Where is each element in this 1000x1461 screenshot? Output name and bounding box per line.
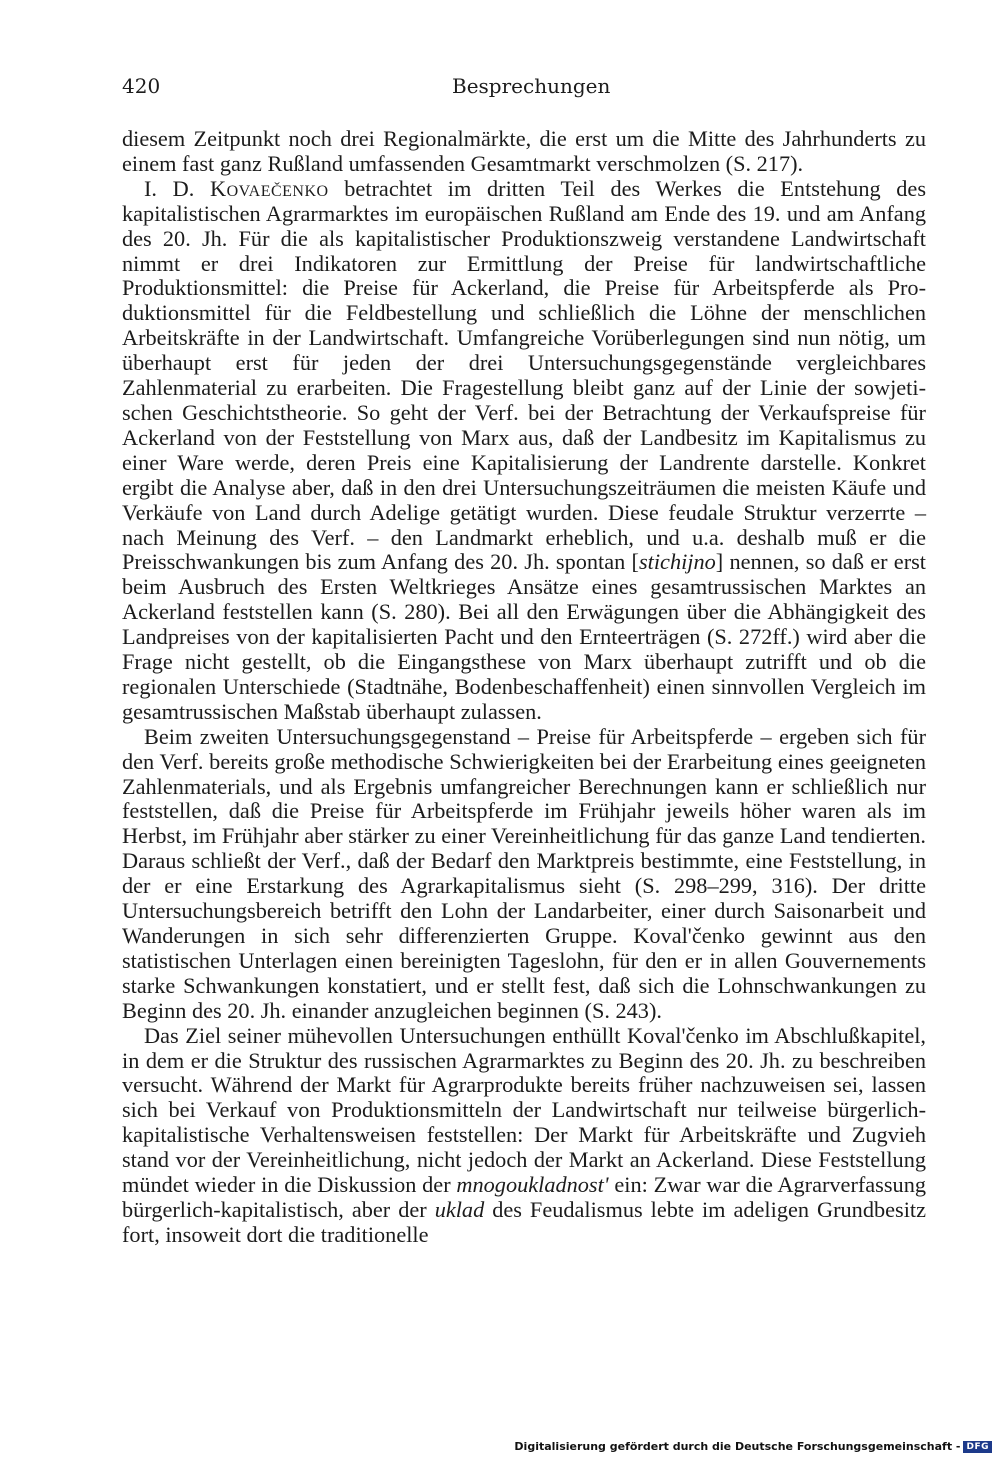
text-run: Das Ziel seiner mühevollen Untersuchungen enthüllt Koval'čenko im Abschlußkapitel, in dem er die Struktur des russischen Agrarmarktes zu Beginn des 20. Jh. zu beschreiben versucht. Während der Markt für Agrarprodukte bereits früher nachzuweisen sei, lassen sich bei Verkauf von Produktionsmitteln der Landwirtschaft nur teilweise bürgerlich-kapitalistische Verhaltensweisen feststellen: Der Markt für Arbeitskräfte und Zugvieh stand vor der Vereinheitlichung, nicht jedoch der Markt an Ackerland. Diese Feststellung mündet wieder in die Diskussion der xyxy=(122,1022,926,1198)
paragraph xyxy=(122,177,926,725)
text-run: I. D. xyxy=(144,175,210,201)
running-head: Besprechungen xyxy=(452,74,611,98)
text-run: ein: Zwar war die Agrarverfassung bürgerlich-kapitalistisch, aber der xyxy=(122,1172,926,1222)
italic-term: stichijno xyxy=(638,549,716,575)
italic-term: mnogoukladnost' xyxy=(456,1172,609,1198)
italic-term: uklad xyxy=(434,1196,485,1222)
paragraph xyxy=(122,725,926,1024)
article-body xyxy=(122,127,926,1248)
author-name: Kovaečenko xyxy=(210,175,329,201)
page-header xyxy=(122,74,926,104)
paragraph xyxy=(122,1024,926,1248)
text-run: diesem Zeitpunkt noch drei Regionalmärkte, die erst um die Mitte des Jahrhunderts zu einem fast ganz Rußland umfassenden Gesamtmarkt verschmolzen (S. 217). xyxy=(122,126,926,176)
text-run: ] nennen, so daß er erst beim Ausbruch des Ersten Weltkrieges Ansätze eines gesamtrussischen Marktes an Ackerland feststellen kann (S. 280). Bei all den Erwägungen über die Abhängigkeit des Landpreises von der kapitalisierten Pacht und den Ernteerträgen (S. 272ff.) wird aber die Frage nicht gestellt, ob die Eingangsthese von Marx überhaupt zutrifft und ob die regionalen Unterschiede (Stadtnähe, Bodenbeschaffenheit) einen sinnvollen Vergleich im gesamtrussischen Maßstab überhaupt zulassen. xyxy=(122,549,926,724)
dfg-logo: DFG xyxy=(963,1441,992,1453)
text-run: des Feudalismus lebte im adeligen Grundbesitz fort, insoweit dort die traditionelle xyxy=(122,1196,926,1247)
text-run: Beim zweiten Untersuchungsgegenstand – Preise für Arbeitspferde – ergeben sich für den Verf. bereits große methodische Schwierigkeiten bei der Erarbeitung eines geeigneten Zahlenmaterials, und als Ergebnis umfangreicher Berechnungen kann er schließlich nur feststellen, daß die Preise für Arbeitspferde im Frühjahr jeweils höher waren als im Herbst, im Frühjahr aber stärker zu einer Vereinheitlichung für das ganze Land tendierten. Daraus schließt der Verf., daß der Bedarf den Marktpreis bestimmte, eine Feststellung, in der er eine Erstarkung des Agrarkapitalismus sieht (S. 298–299, 316). Der dritte Untersuchungsbereich betrifft den Lohn der Landarbeiter, einer durch Saisonarbeit und Wanderungen in sich sehr differenzierten Gruppe. Koval'čenko gewinnt aus den statistischen Unterlagen einen bereinigten Tageslohn, für den er in allen Gouvernements starke Schwankungen konstatiert, und er stellt fest, daß sich die Lohnschwankungen zu Beginn des 20. Jh. einander anzugleichen beginnen (S. 243). xyxy=(122,723,926,1023)
paragraph xyxy=(122,127,926,177)
page-number: 420 xyxy=(122,74,161,98)
digitization-footer xyxy=(514,1440,992,1453)
text-run: betrachtet im dritten Teil des Werkes die Entstehung des kapitalistischen Agrarmarktes im europäischen Rußland am Ende des 19. und am Anfang des 20. Jh. Für die als kapitalistischer Produktionszweig verstandene Landwirtschaft nimmt er drei Indikatoren zur Ermittlung der Preise für landwirtschaftliche Produktionsmittel: die Preise für Ackerland, die Preise für Arbeitspferde als Produktionsmittel für die Feldbestellung und schließlich die Löhne der menschlichen Arbeitskräfte in der Landwirtschaft. Umfangreiche Vorüberlegungen sind nun nötig, um überhaupt erst für jeden der drei Untersuchungsgegenstände vergleichbares Zahlenmaterial zu erarbeiten. Die Fragestellung bleibt ganz auf der Linie der sowjetischen Geschichtstheorie. So geht der Verf. bei der Betrachtung der Verkaufspreise für Ackerland von der Feststellung von Marx aus, daß der Landbesitz im Kapitalismus zu einer Ware werde, deren Preis eine Kapitalisierung der Landrente darstelle. Konkret ergibt die Analyse aber, daß in den drei Untersuchungszeiträumen die meisten Käufe und Verkäufe von Land durch Adelige getätigt wurden. Diese feudale Struktur verzerrte – nach Meinung des Verf. – den Landmarkt erheblich, und u.a. deshalb muß er die Preisschwankungen bis zum Anfang des 20. Jh. spontan [ xyxy=(122,175,927,575)
funding-note: Digitalisierung gefördert durch die Deutsche Forschungsgemeinschaft - xyxy=(514,1440,961,1453)
